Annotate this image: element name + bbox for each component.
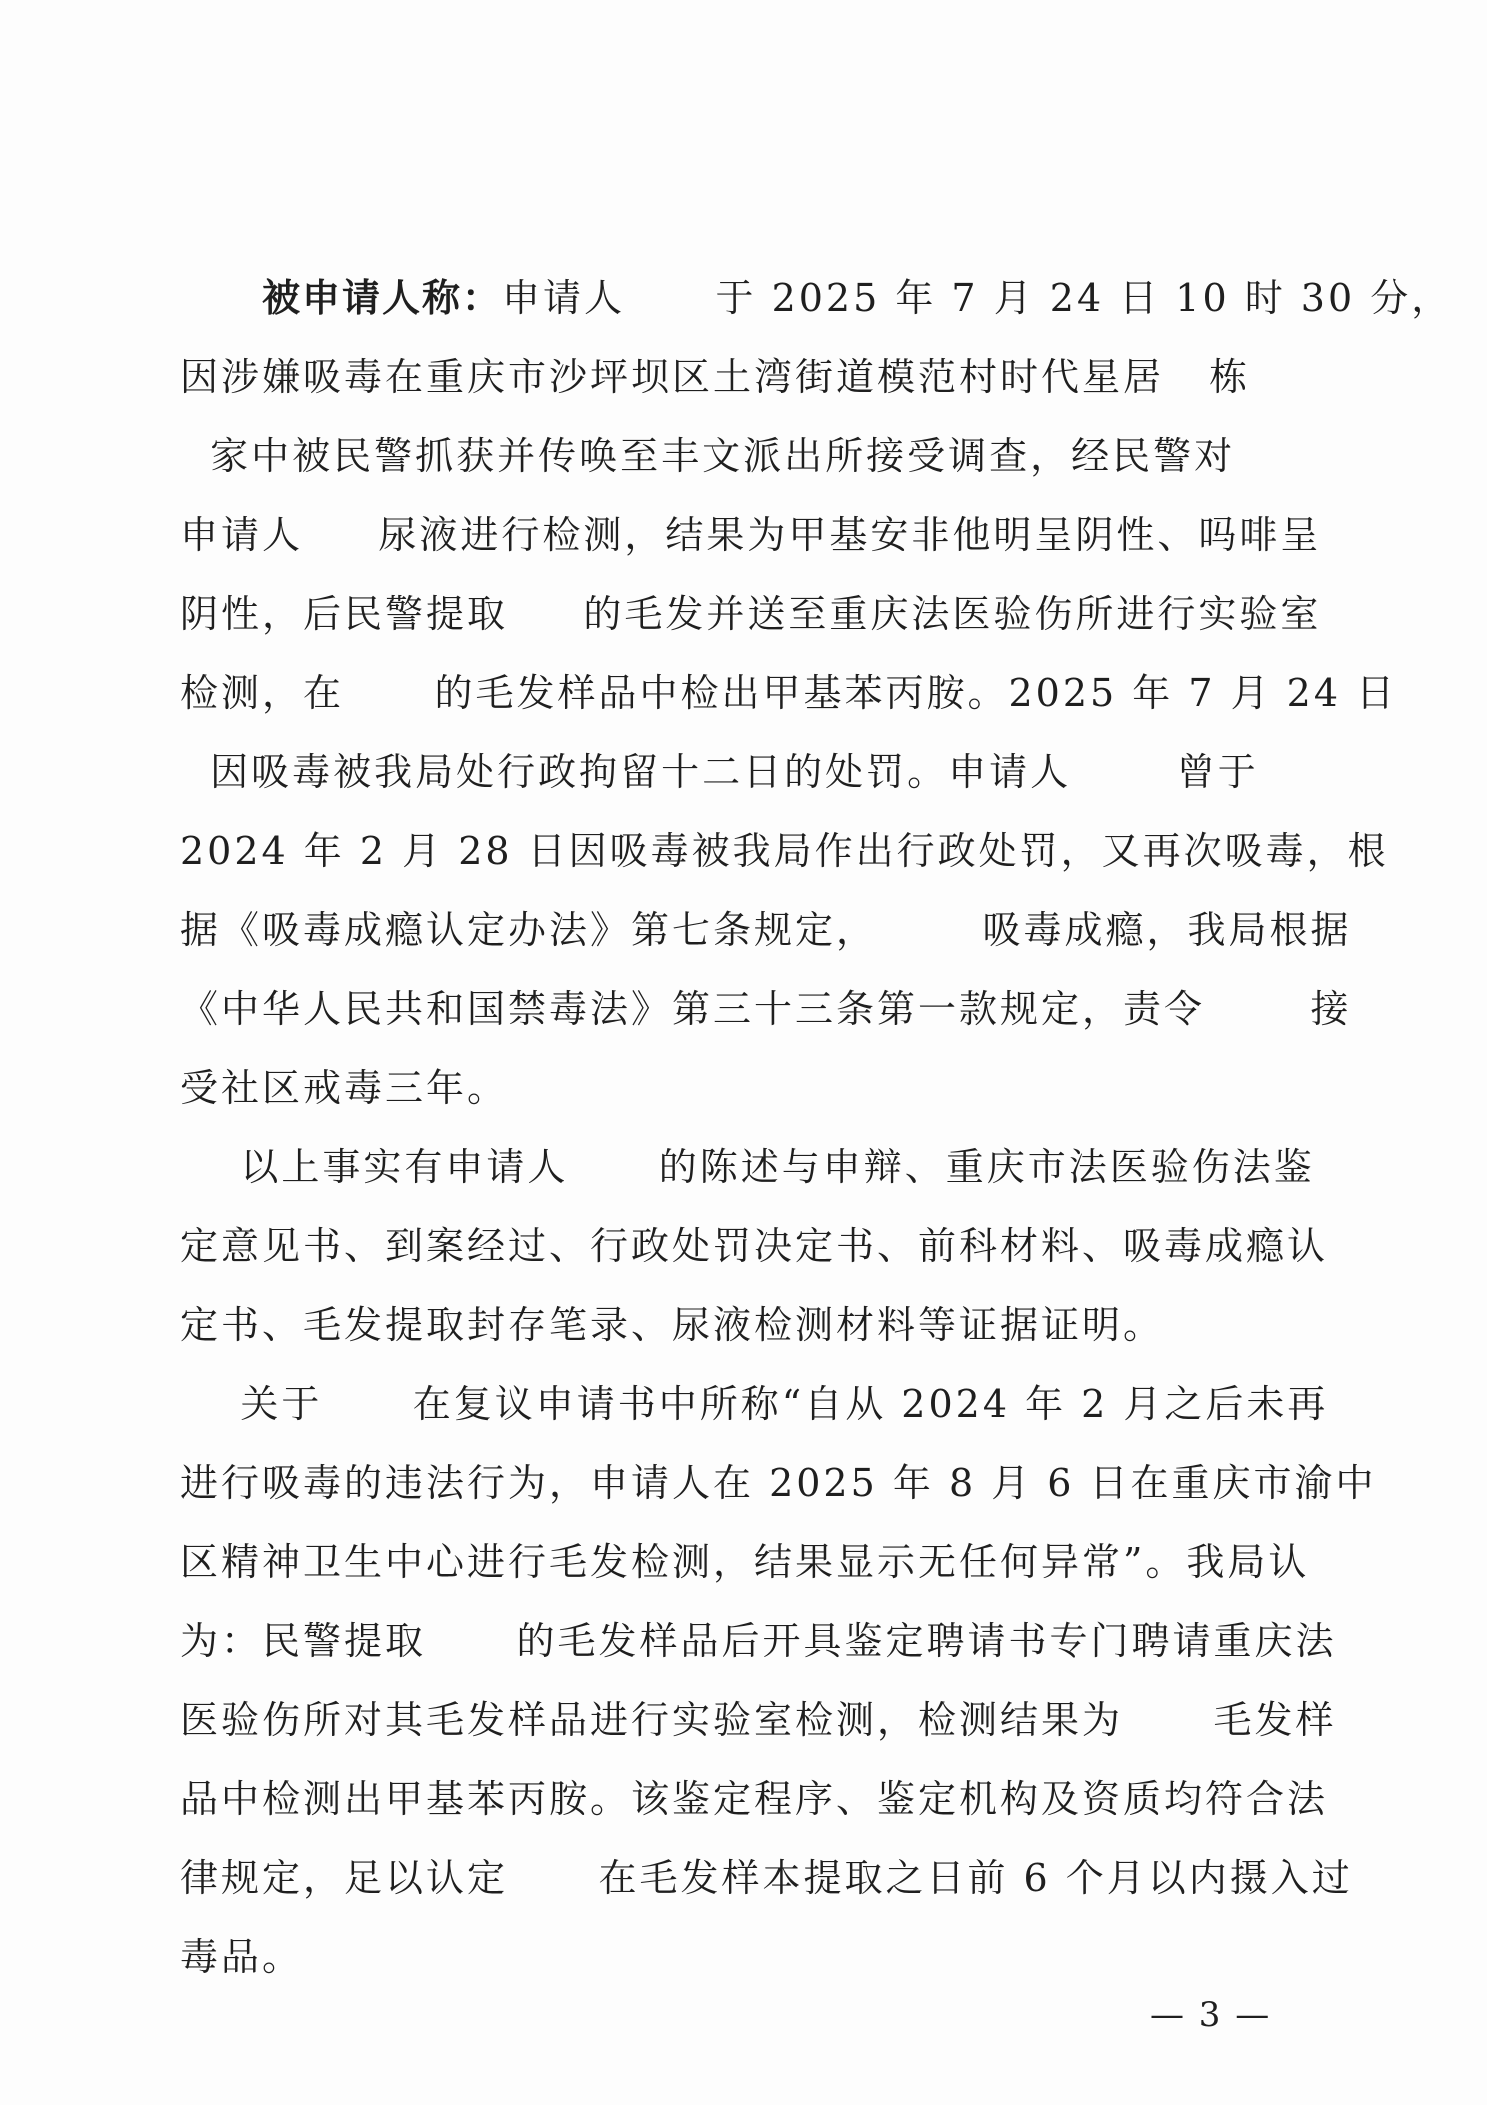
- paragraph1-line-3: 家中被民警抓获并传唤至丰文派出所接受调查，经民警对: [180, 434, 1236, 478]
- page-number: — 3 —: [1150, 1995, 1272, 2035]
- paragraph2-line-3: 定书、毛发提取封存笔录、尿液检测材料等证据证明。: [180, 1303, 1165, 1347]
- paragraph3-line-7: 律规定，足以认定 在毛发样本提取之日前 6 个月以内摄入过: [180, 1856, 1353, 1900]
- paragraph3-line-8: 毒品。: [180, 1935, 304, 1979]
- paragraph3-line-4: 为：民警提取 的毛发样品后开具鉴定聘请书专门聘请重庆法: [180, 1619, 1337, 1663]
- respondent-label: 被申请人称：: [262, 276, 503, 320]
- paragraph1-line-6: 检测，在 的毛发样品中检出甲基苯丙胺。2025 年 7 月 24 日: [180, 671, 1398, 715]
- paragraph1-line-4: 申请人 尿液进行检测，结果为甲基安非他明呈阴性、吗啡呈: [180, 513, 1322, 557]
- paragraph1-line-1: [262, 266, 1453, 330]
- paragraph1-line-11: 受社区戒毒三年。: [180, 1066, 509, 1110]
- paragraph3-line-2: 进行吸毒的违法行为，申请人在 2025 年 8 月 6 日在重庆市渝中: [180, 1461, 1377, 1505]
- paragraph1-line-5: 阴性，后民警提取 的毛发并送至重庆法医验伤所进行实验室: [180, 592, 1322, 636]
- paragraph3-line-3: 区精神卫生中心进行毛发检测，结果显示无任何异常”。我局认: [180, 1540, 1310, 1584]
- paragraph1-line-1-text: 申请人 于 2025 年 7 月 24 日 10 时 30 分，: [502, 276, 1453, 320]
- paragraph3-line-5: 医验伤所对其毛发样品进行实验室检测，检测结果为 毛发样: [180, 1698, 1337, 1742]
- paragraph1-line-2: 因涉嫌吸毒在重庆市沙坪坝区土湾街道模范村时代星居 栋: [180, 355, 1251, 399]
- paragraph3-line-6: 品中检测出甲基苯丙胺。该鉴定程序、鉴定机构及资质均符合法: [180, 1777, 1329, 1821]
- paragraph3-line-1: 关于 在复议申请书中所称“自从 2024 年 2 月之后未再: [180, 1382, 1329, 1426]
- paragraph1-line-8: 2024 年 2 月 28 日因吸毒被我局作出行政处罚，又再次吸毒，根: [180, 829, 1389, 873]
- paragraph2-line-2: 定意见书、到案经过、行政处罚决定书、前科材料、吸毒成瘾认: [180, 1224, 1329, 1268]
- paragraph1-line-7: 因吸毒被我局处行政拘留十二日的处罚。申请人 曾于: [180, 750, 1259, 794]
- paragraph1-line-9: 据《吸毒成瘾认定办法》第七条规定， 吸毒成瘾，我局根据: [180, 908, 1352, 952]
- paragraph2-line-1: 以上事实有申请人 的陈述与申辩、重庆市法医验伤法鉴: [180, 1145, 1315, 1189]
- paragraph1-line-10: 《中华人民共和国禁毒法》第三十三条第一款规定，责令 接: [180, 987, 1352, 1031]
